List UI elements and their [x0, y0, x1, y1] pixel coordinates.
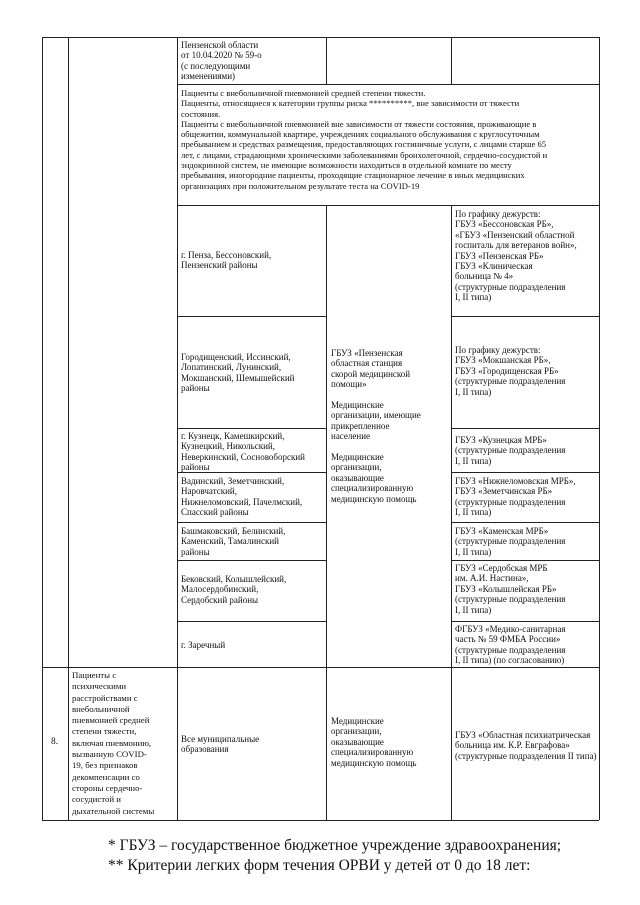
footnote-gbuz: * ГБУЗ – государственное бюджетное учреждение здравоохранения; [108, 837, 562, 854]
district-cell-bekovsky: Бековский, Колышлейский, Малосердобинский, Сердобский районы [181, 574, 287, 605]
hospital-cell-gorodishche: По графику дежурств: ГБУЗ «Мокшанская РБ», ГБУЗ «Городищенская РБ» (структурные подразделения I, II типа) [455, 345, 566, 397]
district-cell-gorodishche: Городищенский, Иссинский, Лопатинский, Лунинский, Мокшанский, Шемышейский районы [181, 352, 295, 394]
footnote-orvi-criteria: ** Критерии легких форм течения ОРВИ у детей от 0 до 18 лет: [108, 857, 531, 874]
row-number: 8. [51, 737, 59, 747]
ambulance-org-cell: ГБУЗ «Пензенская областная станция скорой медицинской помощи» Медицинские организации, имеющие прикрепленное население Медицинские организации, оказывающие специализированную медицинскую помощь [331, 348, 421, 504]
psychiatric-category-cell: Пациенты с психическими расстройствами с внебольничной пневмонией средней степени тяжести, включая пневмонию, вызванную COVID- 19, без признаков декомпенсации со стороны сердечно- сосудистой и дыхательной системы [72, 670, 155, 816]
specialized-org-cell: Медицинские организации, оказывающие специализированную медицинскую помощь [331, 716, 417, 768]
hospital-cell-nizhnelomov: ГБУЗ «Нижнеломовская МРБ», ГБУЗ «Земетчинская РБ» (структурные подразделения I, II типа) [455, 476, 576, 518]
hospital-cell-serdobsk: ГБУЗ «Сердобская МРБ им. А.И. Настина», ГБУЗ «Колышлейская РБ» (структурные подразделения I, II типа) [455, 563, 566, 615]
district-cell-kuznetsk: г. Кузнецк, Камешкирский, Кузнецкий, Никольский, Неверкинский, Сосновоборский районы [181, 431, 305, 473]
district-cell-all: Все муниципальные образования [181, 734, 260, 755]
hospital-cell-kuznetsk: ГБУЗ «Кузнецкая МРБ» (структурные подразделения I, II типа) [455, 435, 566, 466]
hospital-cell-penza: По графику дежурств: ГБУЗ «Бессоновская РБ», «ГБУЗ «Пензенский областной госпиталь для ветеранов войн», ГБУЗ «Пензенская РБ» ГБУЗ «Клиническая больница № 4» (структурные подразделения I, II типа) [455, 209, 577, 303]
district-cell-bashmakovsky: Башмаковский, Белинский, Каменский, Тамалинский районы [181, 526, 286, 557]
district-cell-penza: г. Пенза, Бессоновский, Пензенский районы [181, 250, 272, 271]
hospital-cell-zarechny: ФГБУЗ «Медико-санитарная часть № 59 ФМБА России» (структурные подразделения I, II типа) (по согласованию) [455, 624, 566, 666]
district-cell-zarechny: г. Заречный [181, 640, 226, 650]
pneumonia-category-header: Пациенты с внебольничной пневмонией средней степени тяжести. Пациенты, относящиеся к категории группы риска **********, вне зависимости от тяжести состояния. Пациенты с внебольничной пневмонией вне зависимости от тяжести состояния, проживающие в общежитии, коммунальной квартире, учреждениях социального обслуживания с круглосуточным пребыванием и средствах размещения, предоставляющих гостиничные услуги, с лицами старше 65 лет, с лицами, страдающими хроническими заболеваниями бронхолегочной, сердечно-сосудистой и эндокринной систем, не имеющие возможности находиться в отдельной комнате по месту пребывания, иногородние пациенты, проходящие стационарное лечение в иных медицинских организациях при положительном результате теста на COVID-19 [181, 88, 548, 191]
hospital-cell-kamenka: ГБУЗ «Каменская МРБ» (структурные подразделения I, II типа) [455, 526, 566, 557]
district-cell-vadinsky: Вадинский, Земетчинский, Наровчатский, Нижнеломовский, Пачелмский, Спасский районы [181, 476, 303, 518]
hospital-cell-psychiatric: ГБУЗ «Областная психиатрическая больница им. К.Р. Евграфова» (структурные подразделения II типа) [455, 730, 597, 761]
law-reference-cell: Пензенской области от 10.04.2020 № 59-о (с последующими изменениями) [181, 40, 262, 82]
